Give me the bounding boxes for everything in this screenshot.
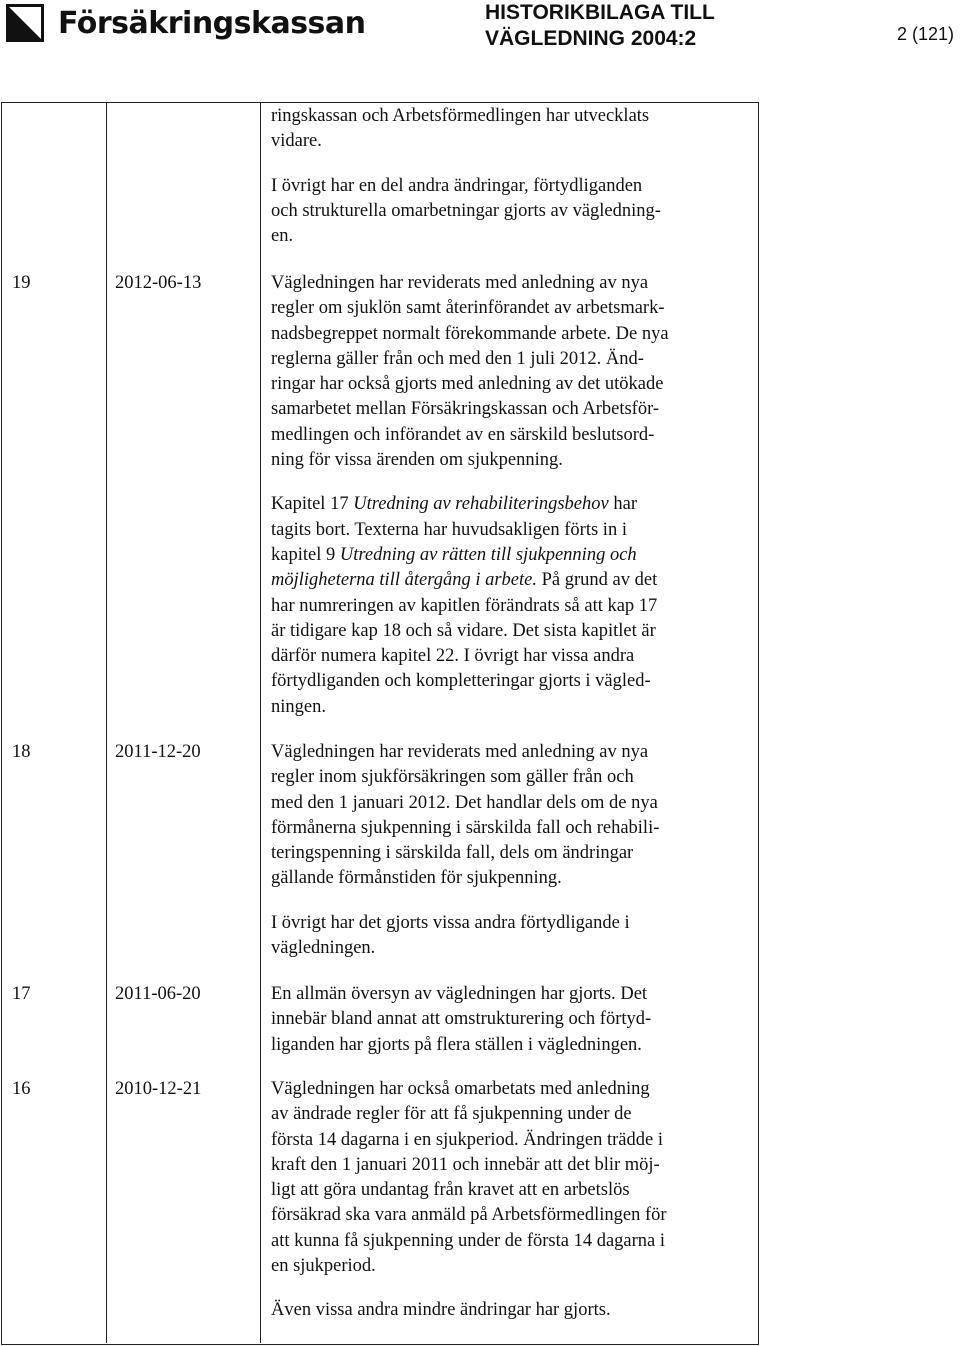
column-divider-version [106,102,107,1343]
chapter-title: möjligheterna till återgång i arbete. [271,570,537,591]
brand-name: Försäkringskassan [58,5,366,41]
description-paragraph: Vägledningen har också omarbetats med anledning av ändrade regler för att få sjukpenning under de första 14 dagarna i en sjukperiod. Ändringen trädde i kraft den 1 januari 2011 och innebär att det blir möj- ligt att göra undantag från kravet att en arbetslös försäkrad ska vara anmäld på Arbetsförmedlingen för att kunna få sjukpenning under de första 14 dagarna i en sjukperiod. [271,1079,667,1277]
description-paragraph: Vägledningen har reviderats med anledning av nya regler inom sjukförsäkringen som gäller från och med den 1 januari 2012. Det handlar dels om de nya förmånerna sjukpenning i särskilda fall och rehabili- teringspenning i särskilda fall, dels om ändringar gällande förmånstiden för sjukpenning. [271,742,660,889]
change-description [271,104,751,249]
description-paragraph: Kapitel 17 Utredning av rehabiliteringsbehov har tagits bort. Texterna har huvudsakligen förts in i kapitel 9 Utredning av rätten till sjukpenning och möjligheterna till återgång i arbete. På grund av det har numreringen av kapitlen förändrats så att kap 17 är tidigare kap 18 och så vidare. Det sista kapitlet är därför numera kapitel 22. I övrigt har vissa andra förtydliganden och kompletteringar gjorts i vägled- ningen. [271,494,658,717]
page-header [0,0,960,90]
description-paragraph: Vägledningen har reviderats med anledning av nya regler om sjuklön samt återinförandet av arbetsmark- nadsbegreppet normalt förekommande arbete. De nya reglerna gäller från och med den 1 juli 2012. Änd- ringar har också gjorts med anledning av det utökade samarbetet mellan Försäkringskassan och Arbetsför- medlingen och införandet av en särskild beslutsord- ning för vissa ärenden om sjukpenning. [271,273,669,471]
description-paragraph: I övrigt har det gjorts vissa andra förtydligande i vägledningen. [271,912,630,959]
brand-mark-icon [6,4,44,42]
version-number: 16 [12,1079,31,1099]
change-description [271,982,751,1058]
version-number: 17 [12,984,31,1004]
revision-date: 2011-06-20 [115,984,201,1004]
description-paragraph: En allmän översyn av vägledningen har gjorts. Det innebär bland annat att omstrukturering och förtyd- liganden har gjorts på flera ställen i vägledningen. [271,984,652,1055]
change-description [271,740,751,961]
description-paragraph: ringskassan och Arbetsförmedlingen har utvecklats vidare. [271,106,650,152]
revision-date: 2011-12-20 [115,742,201,762]
description-paragraph: I övrigt har en del andra ändringar, förtydliganden och strukturella omarbetningar gjorts av vägledning- en. [271,175,661,247]
chapter-title: Utredning av rätten till sjukpenning och [339,544,637,565]
document-title: HISTORIKBILAGA TILL VÄGLEDNING 2004:2 [485,1,715,50]
column-divider-date [260,102,261,1343]
brand-logo [6,4,366,42]
version-number: 19 [12,273,31,293]
description-paragraph: Även vissa andra mindre ändringar har gjorts. [271,1300,611,1321]
page-number: 2 (121) [896,24,954,44]
revision-date: 2010-12-21 [115,1079,202,1099]
revision-date: 2012-06-13 [115,273,202,293]
version-number: 18 [12,742,31,762]
change-description [271,271,751,720]
chapter-title: Utredning av rehabiliteringsbehov [353,494,609,515]
change-description [271,1077,751,1324]
